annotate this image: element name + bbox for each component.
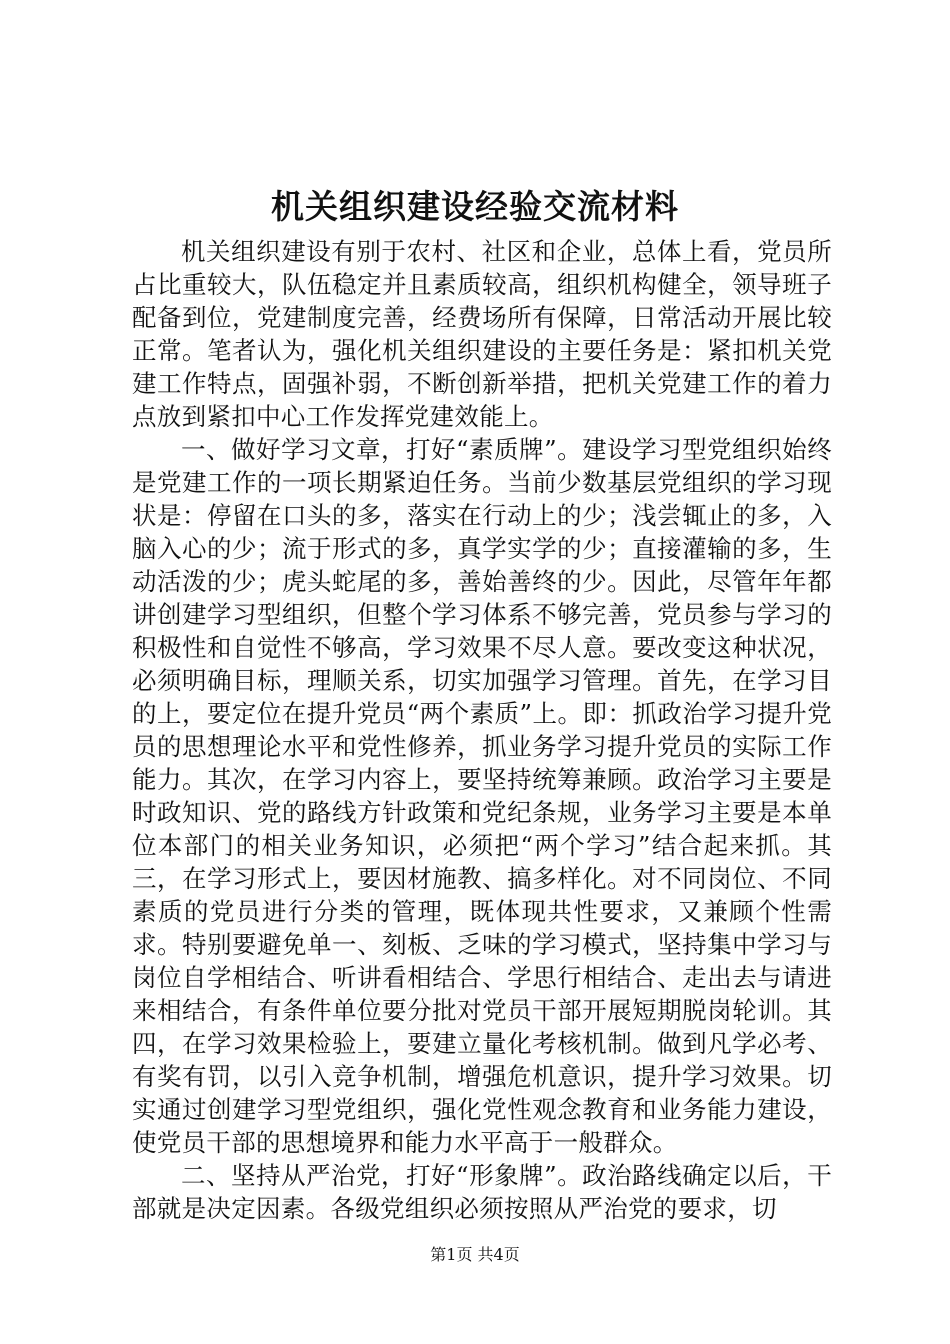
paragraph-section-2: 二、坚持从严治党，打好“形象牌”。政治路线确定以后，干部就是决定因素。各级党组织必须按照从严治党的要求，切: [132, 1161, 832, 1223]
document-body: [132, 235, 832, 1225]
paragraph-section-1: 一、做好学习文章，打好“素质牌”。建设学习型党组织始终是党建工作的一项长期紧迫任务。当前少数基层党组织的学习现状是：停留在口头的多，落实在行动上的少；浅尝辄止的多，入脑入心的少；流于形式的多，真学实学的少；直接灌输的多，生动活泼的少；虎头蛇尾的多，善始善终的少。因此，尽管年年都讲创建学习型组织，但整个学习体系不够完善，党员参与学习的积极性和自觉性不够高，学习效果不尽人意。要改变这种状况，必须明确目标，理顺关系，切实加强学习管理。首先，在学习目的上，要定位在提升党员“两个素质”上。即：抓政治学习提升党员的思想理论水平和党性修养，抓业务学习提升党员的实际工作能力。其次，在学习内容上，要坚持统筹兼顾。政治学习主要是时政知识、党的路线方针政策和党纪条规，业务学习主要是本单位本部门的相关业务知识，必须把“两个学习”结合起来抓。其三，在学习形式上，要因材施教、搞多样化。对不同岗位、不同素质的党员进行分类的管理，既体现共性要求，又兼顾个性需求。特别要避免单一、刻板、乏味的学习模式，坚持集中学习与岗位自学相结合、听讲看相结合、学思行相结合、走出去与请进来相结合，有条件单位要分批对党员干部开展短期脱岗轮训。其四，在学习效果检验上，要建立量化考核机制。做到凡学必考、有奖有罚，以引入竞争机制，增强危机意识，提升学习效果。切实通过创建学习型党组织，强化党性观念教育和业务能力建设，使党员干部的思想境界和能力水平高于一般群众。: [132, 435, 832, 1157]
page-footer: 第1页 共4页: [430, 1245, 520, 1264]
paragraph-intro: 机关组织建设有别于农村、社区和企业，总体上看，党员所占比重较大，队伍稳定并且素质较高，组织机构健全，领导班子配备到位，党建制度完善，经费场所有保障，日常活动开展比较正常。笔者认为，强化机关组织建设的主要任务是：紧扣机关党建工作特点，固强补弱，不断创新举措，把机关党建工作的着力点放到紧扣中心工作发挥党建效能上。: [132, 237, 832, 431]
document-title: 机关组织建设经验交流材料: [271, 187, 679, 226]
